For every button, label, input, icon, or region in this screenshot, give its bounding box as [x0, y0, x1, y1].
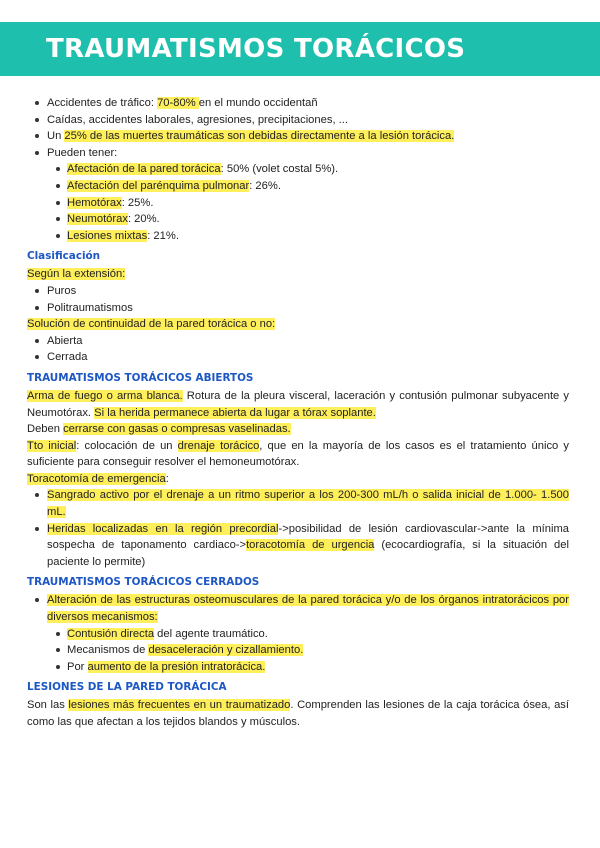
highlight: Hemotórax — [67, 196, 122, 209]
paragraph — [27, 388, 569, 421]
highlight: Afectación del parénquima pulmonar — [67, 179, 250, 192]
text: : colocación de un — [76, 439, 178, 452]
list-item — [27, 487, 569, 520]
highlight: Tto inicial — [27, 439, 77, 452]
text: : 21%. — [147, 229, 179, 242]
text: Deben — [27, 423, 64, 436]
intro-sublist — [27, 161, 569, 244]
text: Pueden tener: — [47, 146, 118, 159]
paragraph — [27, 697, 569, 730]
paragraph — [27, 421, 569, 438]
cerrados-list — [27, 592, 569, 625]
text: Mecanismos de — [67, 644, 149, 657]
highlight: cerrarse con gasas o compresas vaselinadas. — [63, 423, 291, 436]
title-banner — [0, 22, 600, 76]
highlight: Heridas localizadas en la región precordial — [47, 522, 279, 535]
highlight: 70-80% — [157, 97, 199, 109]
continuidad-list — [27, 333, 569, 366]
highlight: Según la extensión: — [27, 268, 126, 281]
text: Accidentes de tráfico: — [47, 97, 158, 109]
text: : 26%. — [249, 179, 281, 192]
highlight: Si la herida permanece abierta da lugar a tórax soplante. — [94, 406, 376, 419]
section-heading-cerrados: TRAUMATISMOS TORÁCICOS CERRADOS — [27, 576, 260, 589]
highlight: toracotomía de urgencia — [246, 539, 375, 552]
sublist-item — [27, 211, 569, 228]
list-item — [27, 128, 569, 145]
toracotomia-list — [27, 487, 569, 570]
highlight: Toracotomía de emergencia — [27, 472, 166, 485]
list-item — [27, 112, 569, 129]
highlight: lesiones más frecuentes en un traumatizado — [68, 699, 291, 712]
highlight: Afectación de la pared torácica — [67, 163, 221, 176]
paragraph — [27, 471, 569, 488]
list-item — [27, 592, 569, 625]
section-heading-clasificacion: Clasificación — [27, 250, 101, 263]
list-item: Puros — [27, 283, 569, 300]
text: en el mundo occidentañ — [198, 97, 318, 109]
text: : 25%. — [121, 196, 154, 209]
highlight: Neumotórax — [67, 213, 128, 226]
sublist-item — [27, 659, 569, 676]
list-item — [27, 95, 569, 112]
text: Caídas, accidentes laborales, agresiones, precipitaciones, ... — [47, 113, 348, 126]
document-body — [27, 95, 569, 731]
highlight: aumento de la presión intratorácica. — [87, 660, 266, 673]
text: : — [165, 472, 169, 485]
sublist-item — [27, 195, 569, 212]
text: : 50% (volet costal 5%). — [220, 163, 339, 176]
text: . Comprenden las lesiones de la caja torácica ósea, así como las que afectan a los tejidos blandos y músculos. — [27, 699, 569, 728]
text: del agente traumático. — [154, 627, 268, 640]
section-heading-abiertos: TRAUMATISMOS TORÁCICOS ABIERTOS — [27, 371, 254, 384]
text: , que en la mayoría de los casos es el tratamiento único y suficiente para conseguir resolver el hemoneumotórax. — [27, 439, 569, 469]
highlight: Lesiones mixtas — [67, 229, 148, 242]
list-item: Abierta — [27, 333, 569, 350]
list-item: Politraumatismos — [27, 300, 569, 317]
intro-list — [27, 95, 569, 161]
highlight: 25% de las muertes traumáticas son debidas directamente a la lesión torácica. — [64, 130, 455, 143]
text: Son las — [27, 699, 69, 712]
highlight: Solución de continuidad de la pared torácica o no: — [27, 318, 276, 331]
paragraph — [27, 438, 569, 471]
list-item: Cerrada — [27, 349, 569, 366]
list-item — [27, 521, 569, 571]
text: (ecocardiografía, si la situación del paciente lo permite) — [47, 539, 569, 568]
highlight: desaceleración y cizallamiento. — [148, 644, 304, 657]
section-heading-pared: LESIONES DE LA PARED TORÁCICA — [27, 681, 227, 694]
list-item — [27, 145, 569, 162]
sublist-item — [27, 161, 569, 178]
sublist-item — [27, 626, 569, 643]
text: : 20%. — [127, 213, 160, 226]
cerrados-sublist — [27, 626, 569, 676]
highlight: Contusión directa — [67, 627, 155, 640]
highlight: Arma de fuego o arma blanca. — [27, 389, 183, 402]
text: Un — [47, 130, 65, 143]
paragraph — [27, 266, 569, 283]
extension-list — [27, 283, 569, 316]
highlight: drenaje torácico — [177, 439, 260, 452]
highlight: Sangrado activo por el drenaje a un ritmo superior a los 200-300 mL/h o salida inicial de 1.000- 1.500 mL. — [47, 489, 569, 519]
paragraph — [27, 316, 569, 333]
sublist-item — [27, 228, 569, 245]
text: Por — [67, 660, 88, 673]
sublist-item — [27, 642, 569, 659]
text: ->posibilidad de lesión cardiovascular->ante la mínima sospecha de taponamento cardiaco-> — [47, 522, 569, 552]
highlight: Alteración de las estructuras osteomusculares de la pared torácica y/o de los órganos intratorácicos por diversos mecanismos: — [47, 594, 569, 624]
text: Rotura de la pleura visceral, laceración y contusión pulmonar subyacente y Neumotórax. — [27, 389, 570, 419]
page-title: TRAUMATISMOS TORÁCICOS — [46, 34, 466, 64]
sublist-item — [27, 178, 569, 195]
